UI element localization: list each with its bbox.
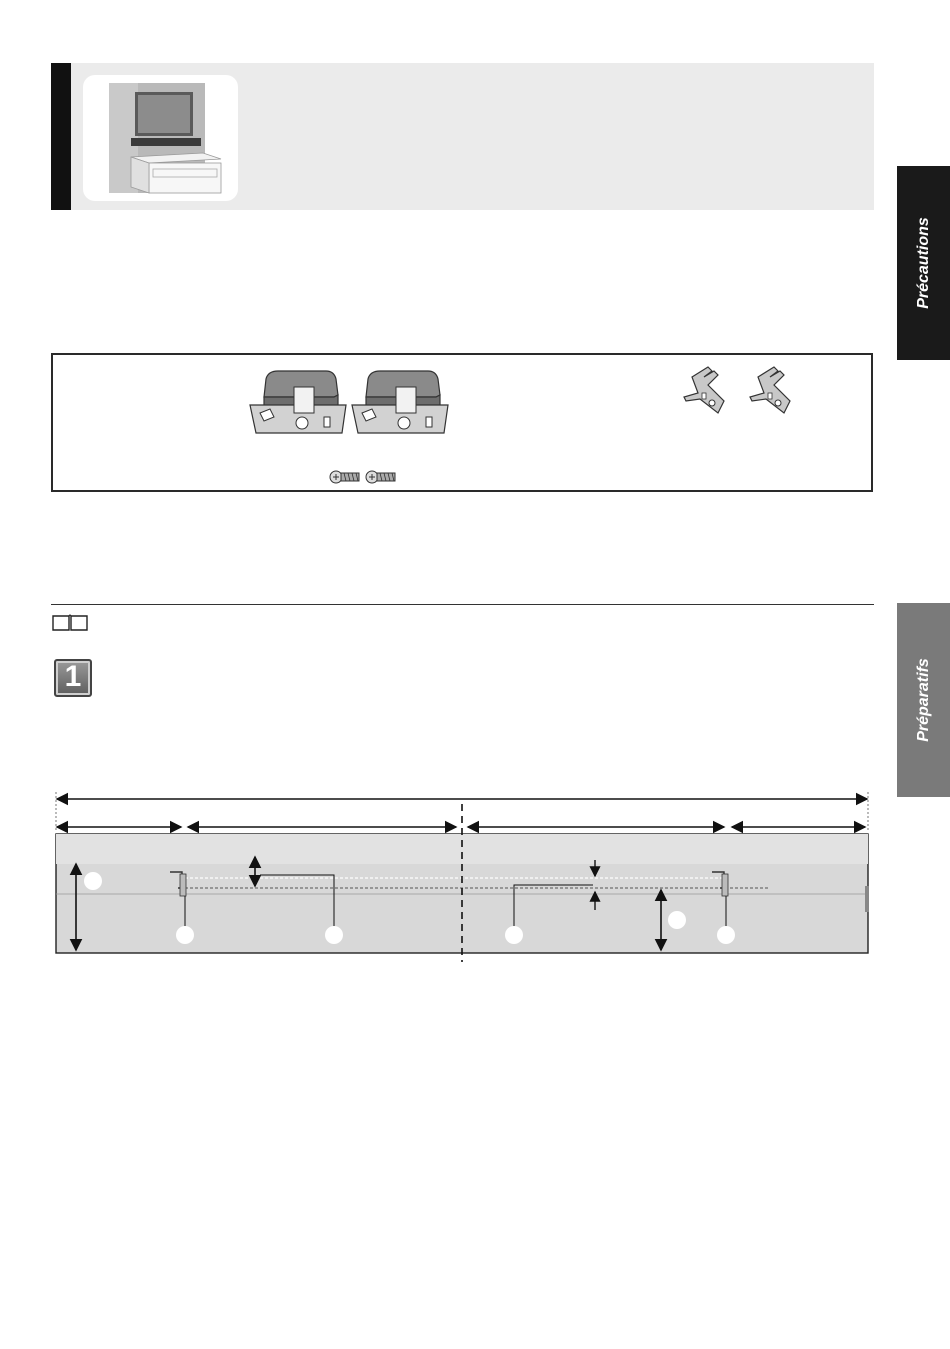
tab-preparatifs-label: Préparatifs: [914, 658, 932, 742]
tab-precautions[interactable]: [897, 166, 950, 360]
wall-bracket-icon: [246, 365, 456, 445]
tab-preparatifs[interactable]: [897, 603, 950, 797]
section-divider: [51, 604, 874, 605]
header-accent-bar: [51, 63, 71, 210]
screw-icon: [329, 467, 399, 487]
header-illustration: [83, 75, 238, 201]
step-badge: 1: [54, 659, 92, 697]
book-icon: [52, 613, 88, 631]
tab-precautions-label: Précautions: [914, 217, 932, 309]
mounting-hook-icon: [678, 365, 818, 425]
tv-soundbar-stand-icon: [83, 75, 238, 201]
wall-mount-diagram: [50, 790, 875, 970]
accessories-box: [51, 353, 873, 492]
